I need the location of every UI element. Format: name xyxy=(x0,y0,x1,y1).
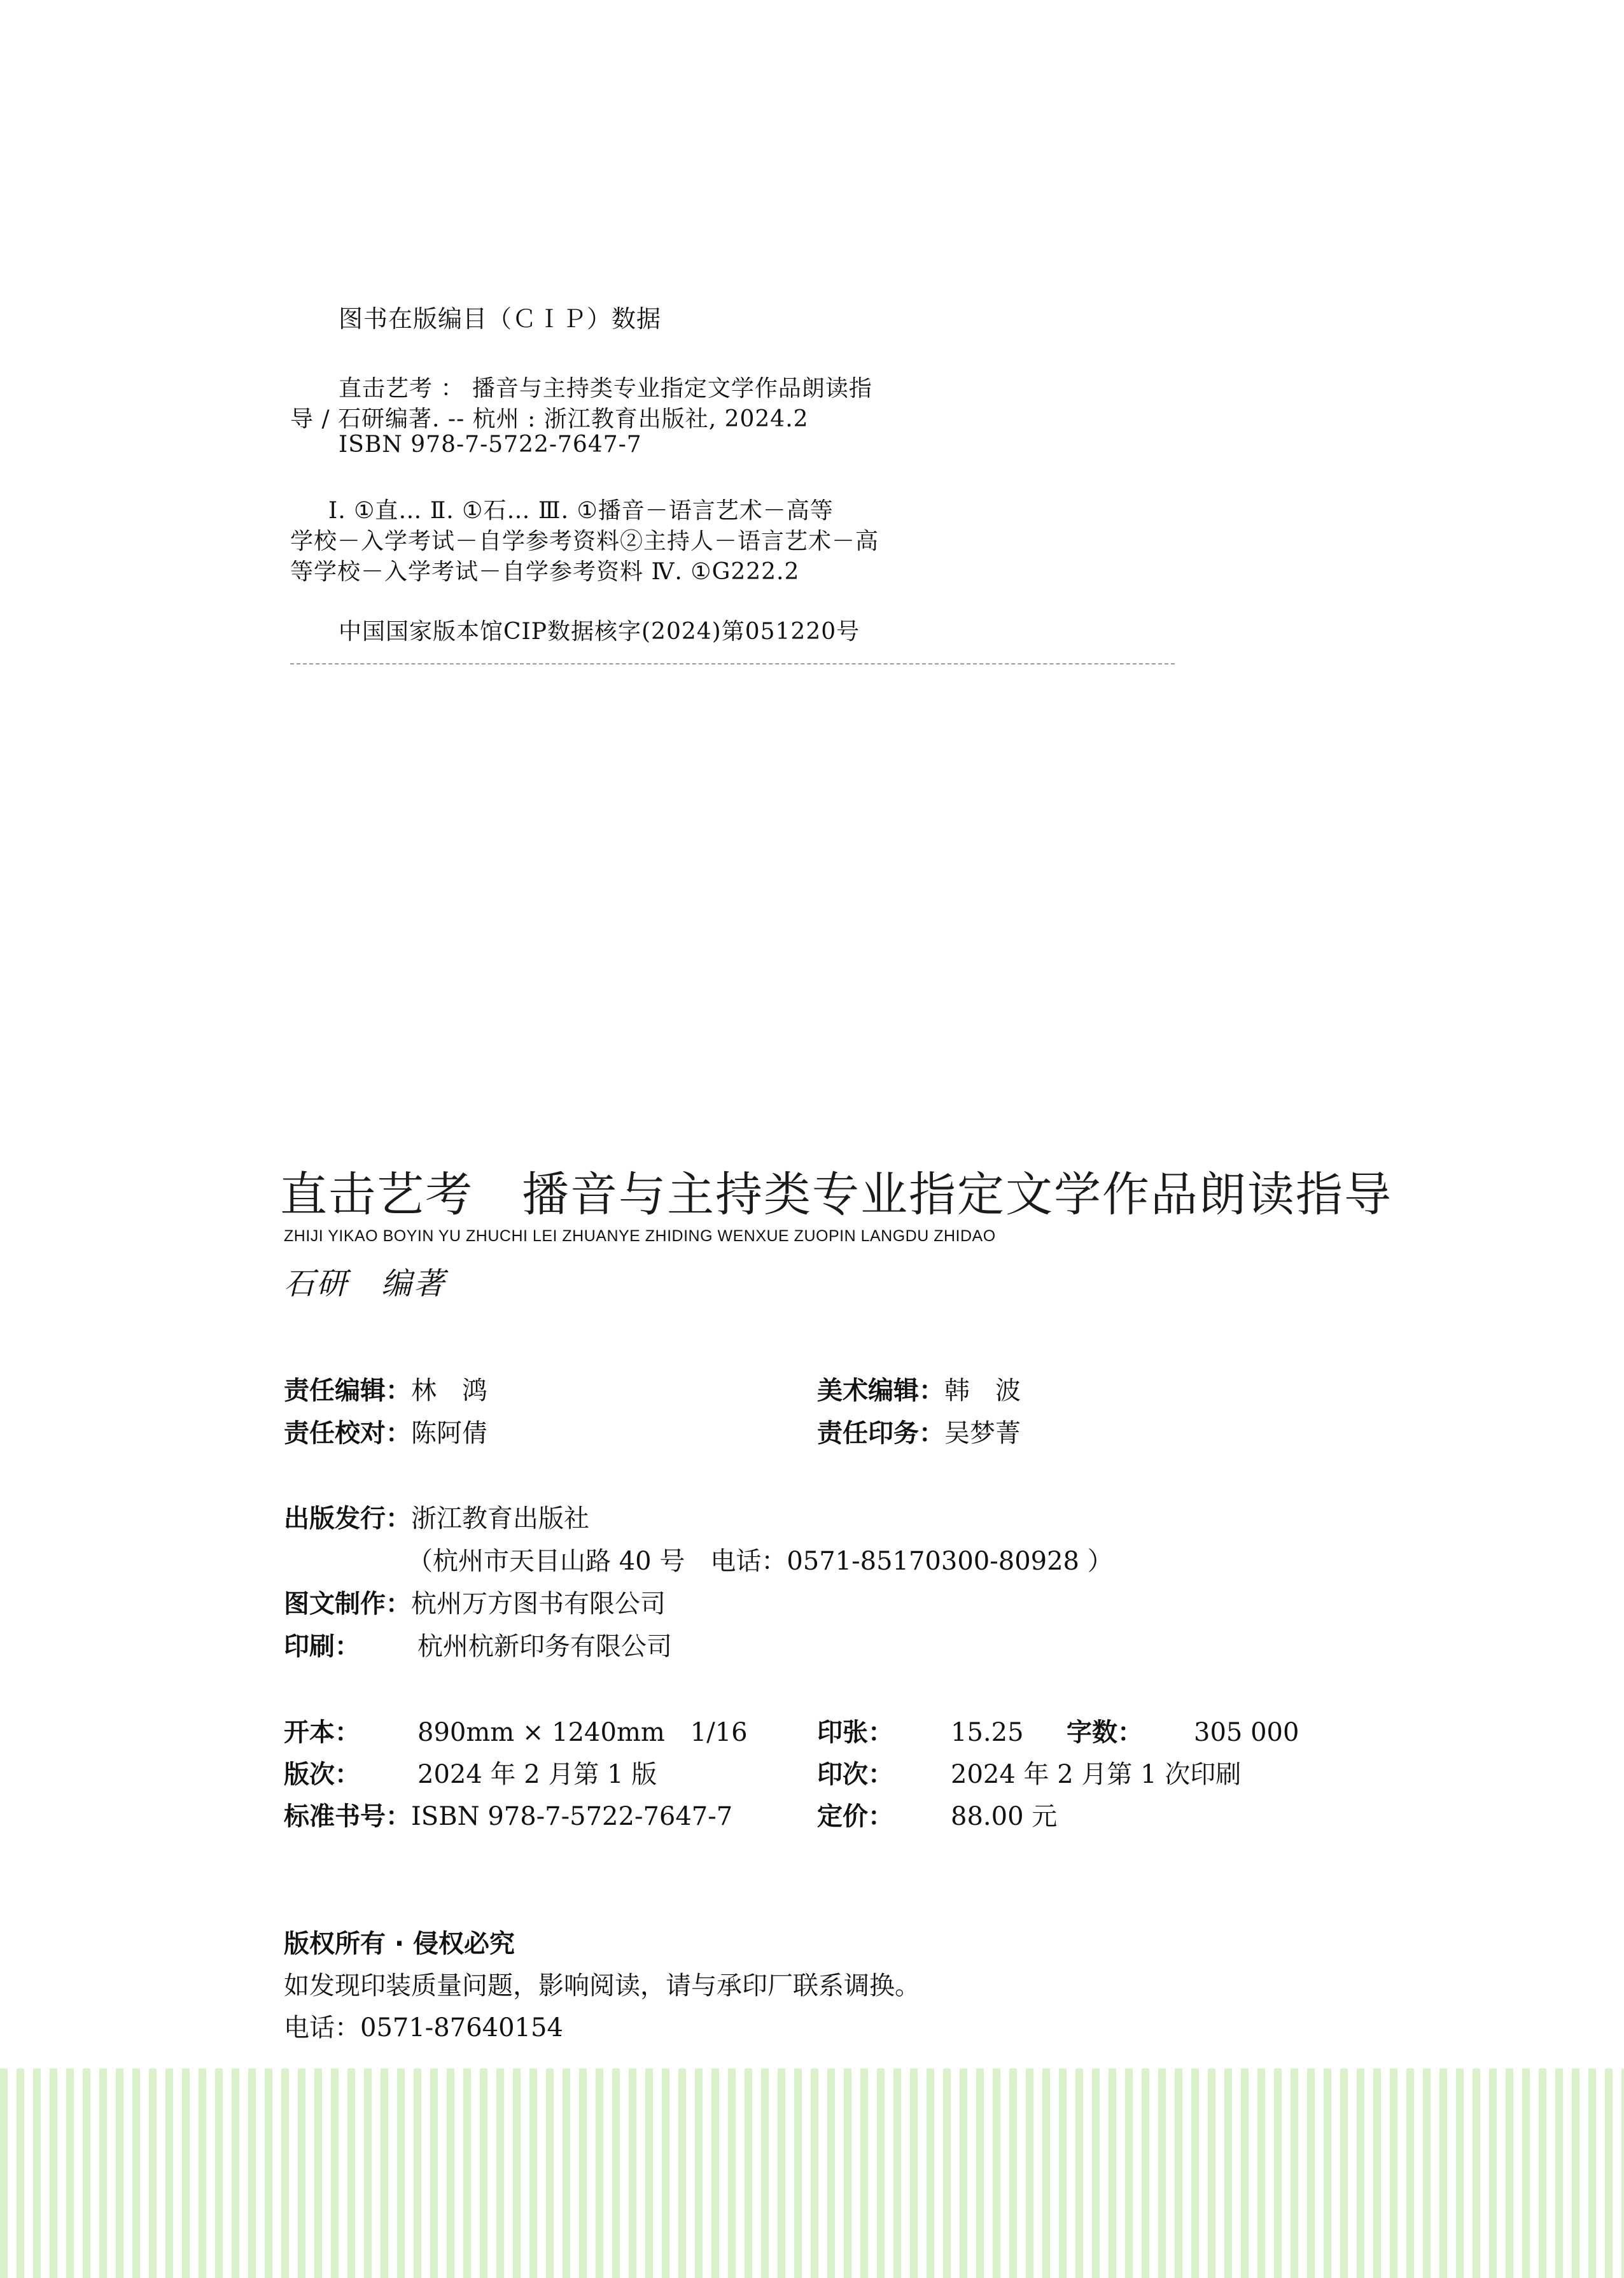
format-value: 890mm × 1240mm 1/16 xyxy=(417,1718,748,1747)
cip-line-1: 直击艺考 ： 播音与主持类专业指定文学作品朗读指 xyxy=(339,376,872,402)
publisher-address-row xyxy=(407,1549,1113,1574)
price-label-a: 定 xyxy=(817,1802,843,1831)
edition-value: 2024 年 2 月第 1 版 xyxy=(417,1760,657,1789)
printing-row xyxy=(817,1762,1241,1787)
printing-value: 2024 年 2 月第 1 次印刷 xyxy=(951,1760,1242,1789)
format-label xyxy=(284,1720,417,1745)
decorative-stripes xyxy=(0,2069,1624,2278)
edition-label-b: 次： xyxy=(309,1760,360,1789)
printer-label-b: 刷： xyxy=(309,1632,360,1661)
isbn-row xyxy=(284,1804,732,1829)
book-title-pinyin: ZHIJI YIKAO BOYIN YU ZHUCHI LEI ZHUANYE ZHIDING WENXUE ZUOPIN LANGDU ZHIDAO xyxy=(284,1227,996,1245)
price-value: 88.00 元 xyxy=(951,1802,1058,1831)
layout-row xyxy=(284,1591,666,1617)
words-value: 305 000 xyxy=(1194,1718,1299,1747)
printer-value: 杭州杭新印务有限公司 xyxy=(417,1632,672,1661)
price-label xyxy=(817,1804,951,1829)
publisher-label: 出版发行： xyxy=(284,1504,411,1533)
art-editor-value: 韩 波 xyxy=(944,1376,1021,1405)
copyright-notice: 如发现印装质量问题，影响阅读，请与承印厂联系调换。 xyxy=(284,1971,920,2000)
printing-label xyxy=(817,1762,951,1787)
printing-label-a: 印 xyxy=(817,1760,843,1789)
printing-label-b: 次： xyxy=(843,1760,893,1789)
book-title: 直击艺考 播音与主持类专业指定文学作品朗读指导 xyxy=(280,1167,1392,1222)
price-label-b: 价： xyxy=(843,1802,893,1831)
editor-row xyxy=(284,1378,487,1403)
art-editor-row xyxy=(817,1378,1021,1403)
format-label-a: 开 xyxy=(284,1718,309,1747)
cip-line-5: 学校－入学考试－自学参考资料②主持人－语言艺术－高 xyxy=(290,528,879,554)
proofreader-label: 责任校对： xyxy=(284,1419,411,1448)
cip-line-7: 中国国家版本馆CIP数据核字(2024)第051220号 xyxy=(339,619,860,645)
edition-label-a: 版 xyxy=(284,1760,309,1789)
layout-label: 图文制作： xyxy=(284,1589,411,1619)
print-manager-row xyxy=(817,1421,1021,1446)
words-label-a: 字 xyxy=(1067,1718,1092,1747)
proofreader-row xyxy=(284,1421,487,1446)
price-row xyxy=(817,1804,1057,1829)
printer-label xyxy=(284,1634,417,1659)
print-manager-label: 责任印务： xyxy=(817,1419,944,1448)
edition-label xyxy=(284,1762,417,1787)
editor-label: 责任编辑： xyxy=(284,1376,411,1405)
layout-value: 杭州万方图书有限公司 xyxy=(411,1589,666,1619)
words-label xyxy=(1067,1720,1194,1745)
isbn-label: 标准书号： xyxy=(284,1802,411,1831)
edition-row xyxy=(284,1762,657,1787)
words-row xyxy=(1067,1720,1299,1745)
cip-line-2: 导 / 石研编著. -- 杭州 : 浙江教育出版社, 2024.2 xyxy=(290,406,809,432)
cip-title: 图书在版编目（ＣＩＰ）数据 xyxy=(339,305,662,333)
publisher-address: （杭州市天目山路 40 号 电话：0571-85170300-80928 ） xyxy=(407,1547,1113,1576)
dashed-divider xyxy=(290,663,1175,664)
copyright-phone: 电话：0571-87640154 xyxy=(284,2013,563,2042)
isbn-value: ISBN 978-7-5722-7647-7 xyxy=(411,1802,733,1831)
words-label-b: 数： xyxy=(1092,1718,1143,1747)
sheets-label-a: 印 xyxy=(817,1718,843,1747)
printer-row xyxy=(284,1634,672,1659)
cip-line-6: 等学校－入学考试－自学参考资料 Ⅳ. ①G222.2 xyxy=(290,559,800,585)
print-manager-value: 吴梦菁 xyxy=(944,1419,1021,1448)
art-editor-label: 美术编辑： xyxy=(817,1376,944,1405)
publisher-row xyxy=(284,1506,589,1531)
printer-label-a: 印 xyxy=(284,1632,309,1661)
sheets-row xyxy=(817,1720,1024,1745)
publisher-name: 浙江教育出版社 xyxy=(411,1504,589,1533)
book-author: 石研 编著 xyxy=(284,1266,447,1302)
sheets-value: 15.25 xyxy=(951,1718,1024,1747)
format-label-b: 本： xyxy=(309,1718,360,1747)
sheets-label-b: 张： xyxy=(843,1718,893,1747)
cip-line-3: ISBN 978-7-5722-7647-7 xyxy=(339,432,642,458)
cip-line-4: Ⅰ. ①直… Ⅱ. ①石… Ⅲ. ①播音－语言艺术－高等 xyxy=(328,498,834,524)
proofreader-value: 陈阿倩 xyxy=(411,1419,487,1448)
format-row xyxy=(284,1720,748,1745)
sheets-label xyxy=(817,1720,951,1745)
editor-value: 林 鸿 xyxy=(411,1376,487,1405)
copyright-title: 版权所有 · 侵权必究 xyxy=(284,1929,515,1958)
